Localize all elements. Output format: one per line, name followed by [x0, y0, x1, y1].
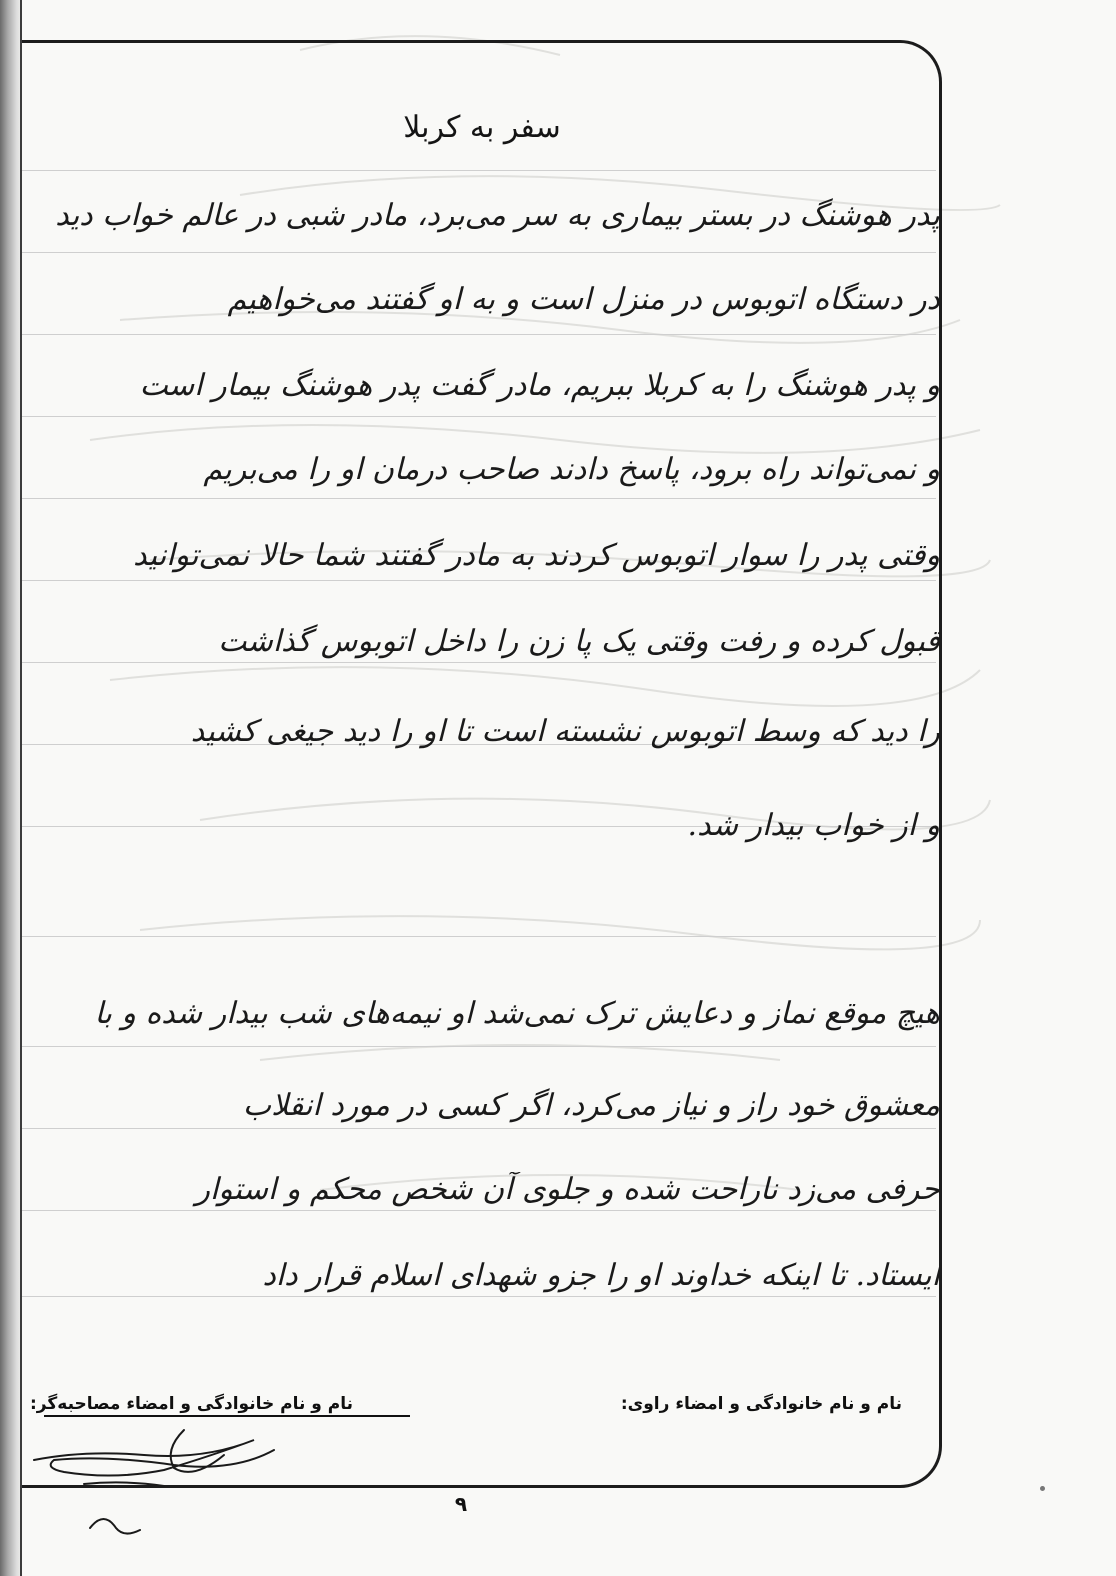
handwritten-line-7: را دید که وسط اتوبوس نشسته است تا او را دید جیغی کشید [190, 714, 940, 749]
handwritten-line-8: و از خواب بیدار شد. [687, 808, 940, 843]
ruled-line [22, 416, 936, 417]
ruled-line [22, 1128, 936, 1129]
ruled-line [22, 252, 936, 253]
handwritten-line-12: ایستاد. تا اینکه خداوند او را جزو شهدای اسلام قرار داد [262, 1258, 940, 1293]
handwritten-line-9: هیچ موقع نماز و دعایش ترک نمی‌شد او نیمه‌های شب بیدار شده و با [94, 996, 940, 1031]
speck [1040, 1486, 1045, 1491]
handwritten-line-5: وقتی پدر را سوار اتوبوس کردند به مادر گفتند شما حالا نمی‌توانید [133, 538, 940, 573]
narrator-signature-label: نام و نام خانوادگی و امضاء راوی: [620, 1394, 902, 1414]
handwritten-line-1: پدر هوشنگ در بستر بیماری به سر می‌برد، مادر شبی در عالم خواب دید [55, 198, 940, 233]
ruled-line [22, 580, 936, 581]
ruled-line [22, 170, 936, 171]
document-title: سفر به کربلا [403, 110, 561, 145]
interviewer-signature-label: نام و نام خانوادگی و امضاء مصاحبه‌گر: [30, 1394, 354, 1414]
handwritten-signature [24, 1410, 324, 1550]
ruled-line [22, 1210, 936, 1211]
ruled-line [22, 1046, 936, 1047]
binding-gutter [0, 0, 22, 1576]
handwritten-line-4: و نمی‌تواند راه برود، پاسخ دادند صاحب درمان او را می‌بریم [203, 452, 940, 487]
ruled-line [22, 662, 936, 663]
ruled-line [22, 936, 936, 937]
page-number: ۹ [454, 1492, 468, 1516]
handwritten-line-10: معشوق خود راز و نیاز می‌کرد، اگر کسی در مورد انقلاب [242, 1088, 940, 1123]
handwritten-line-6: قبول کرده و رفت وقتی یک پا زن را داخل اتوبوس گذاشت [218, 624, 940, 659]
ruled-line [22, 498, 936, 499]
ruled-line [22, 334, 936, 335]
ruled-line [22, 1296, 936, 1297]
handwritten-line-3: و پدر هوشنگ را به کربلا ببریم، مادر گفت پدر هوشنگ بیمار است [139, 368, 940, 403]
handwritten-line-2: در دستگاه اتوبوس در منزل است و به او گفتند می‌خواهیم [227, 282, 940, 317]
handwritten-line-11: حرفی می‌زد ناراحت شده و جلوی آن شخص محکم و استوار [195, 1172, 940, 1207]
